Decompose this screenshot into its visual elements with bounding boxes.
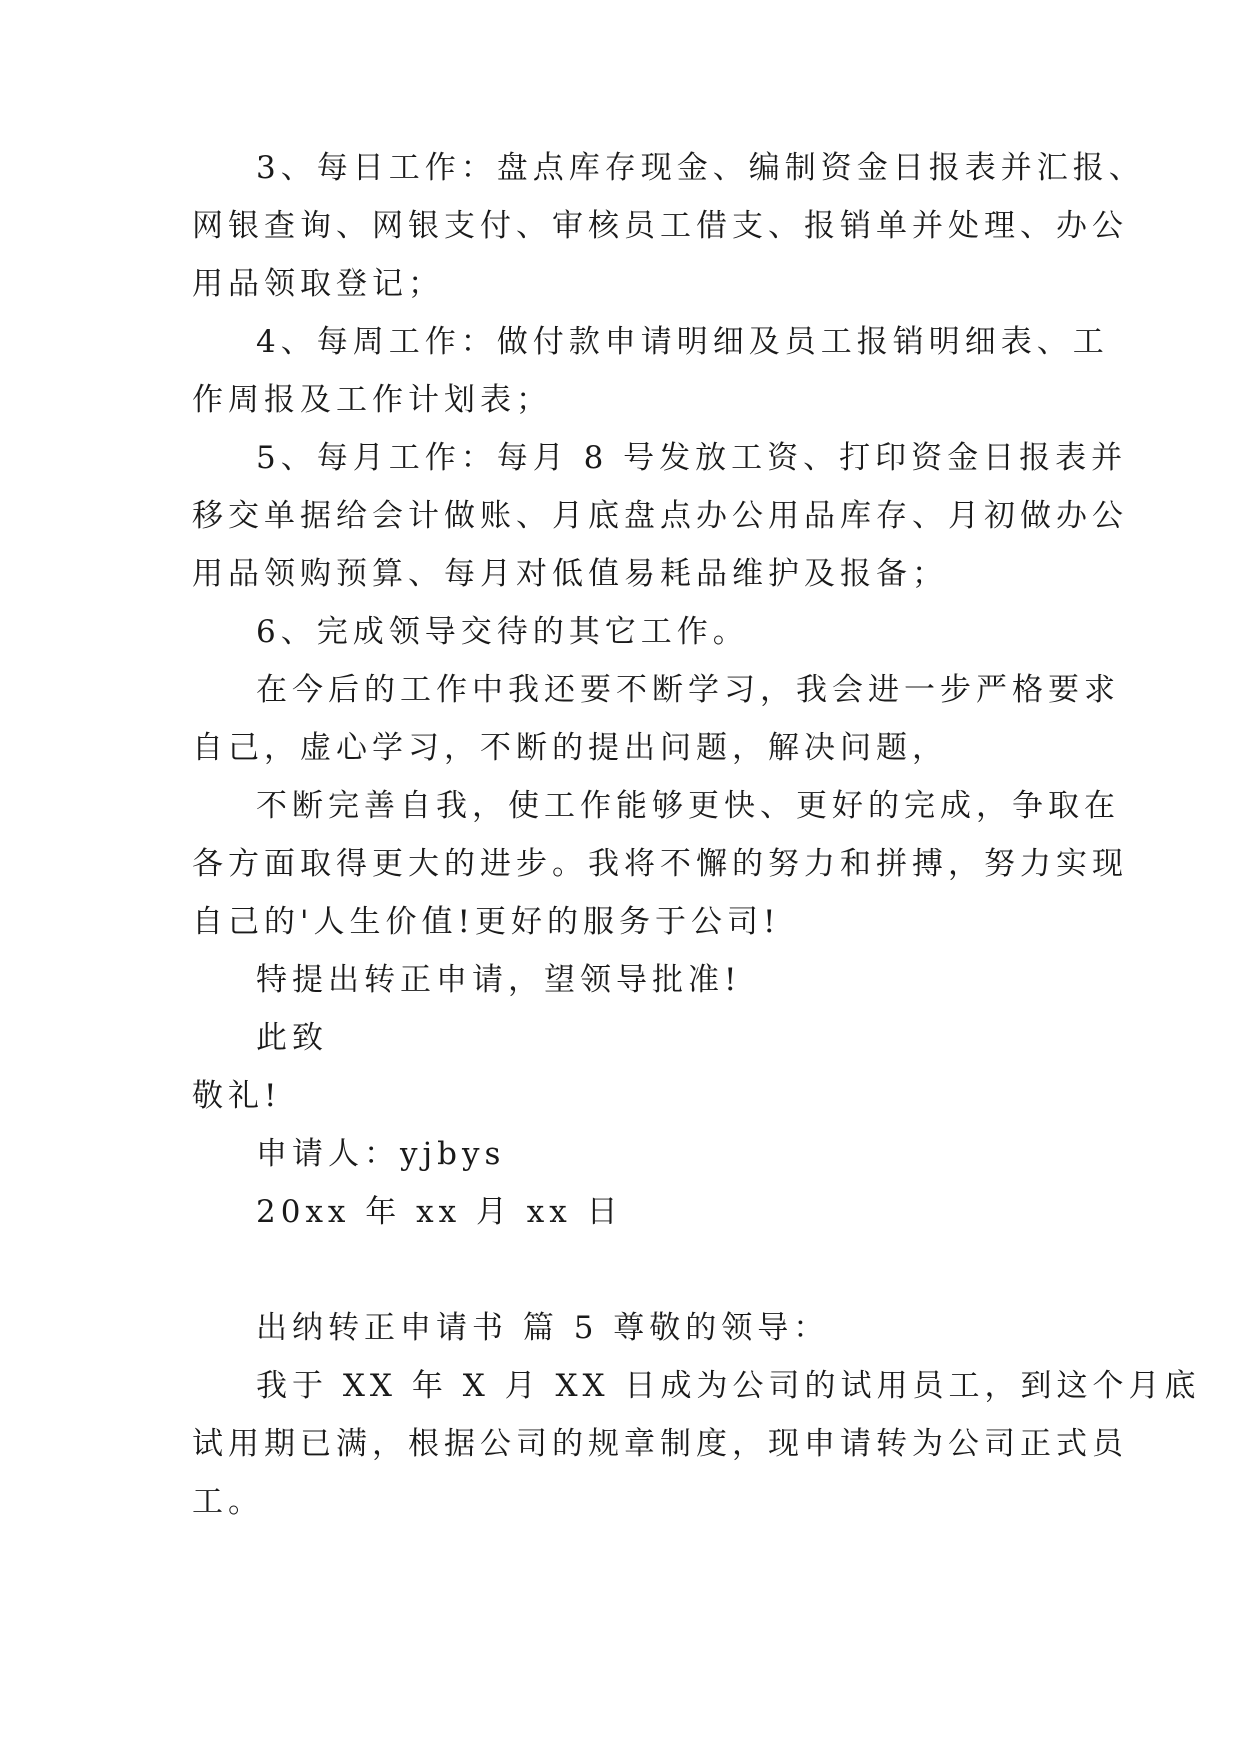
date-line: 20xx 年 xx 月 xx 日 bbox=[256, 1194, 623, 1230]
text-line: 3、每日工作：盘点库存现金、编制资金日报表并汇报、 bbox=[256, 150, 1145, 186]
text-line: 特提出转正申请，望领导批准! bbox=[256, 962, 742, 998]
section-heading: 出纳转正申请书 篇 5 尊敬的领导： bbox=[256, 1310, 830, 1346]
text-line: 5、每月工作：每月 8 号发放工资、打印资金日报表并 bbox=[256, 440, 1128, 476]
text-line: 在今后的工作中我还要不断学习，我会进一步严格要求 bbox=[256, 672, 1120, 708]
applicant-line: 申请人：yjbys bbox=[256, 1136, 506, 1172]
text-line: 我于 XX 年 X 月 XX 日成为公司的试用员工，到这个月底 bbox=[256, 1368, 1201, 1404]
salutation-line: 敬礼! bbox=[192, 1078, 282, 1114]
text-line: 作周报及工作计划表； bbox=[192, 382, 552, 418]
closing-line: 此致 bbox=[256, 1020, 328, 1056]
text-line: 用品领购预算、每月对低值易耗品维护及报备； bbox=[192, 556, 948, 592]
text-line: 自己的'人生价值!更好的服务于公司! bbox=[192, 904, 781, 940]
text-line: 各方面取得更大的进步。我将不懈的努力和拼搏，努力实现 bbox=[192, 846, 1128, 882]
text-line: 试用期已满，根据公司的规章制度，现申请转为公司正式员 bbox=[192, 1426, 1128, 1462]
text-line: 自己，虚心学习，不断的提出问题，解决问题， bbox=[192, 730, 948, 766]
text-line: 不断完善自我，使工作能够更快、更好的完成，争取在 bbox=[256, 788, 1120, 824]
text-line: 4、每周工作：做付款申请明细及员工报销明细表、工 bbox=[256, 324, 1109, 360]
text-line: 用品领取登记； bbox=[192, 266, 444, 302]
text-line: 工。 bbox=[192, 1484, 264, 1520]
text-line: 网银查询、网银支付、审核员工借支、报销单并处理、办公 bbox=[192, 208, 1128, 244]
text-line: 6、完成领导交待的其它工作。 bbox=[256, 614, 749, 650]
text-line: 移交单据给会计做账、月底盘点办公用品库存、月初做办公 bbox=[192, 498, 1128, 534]
